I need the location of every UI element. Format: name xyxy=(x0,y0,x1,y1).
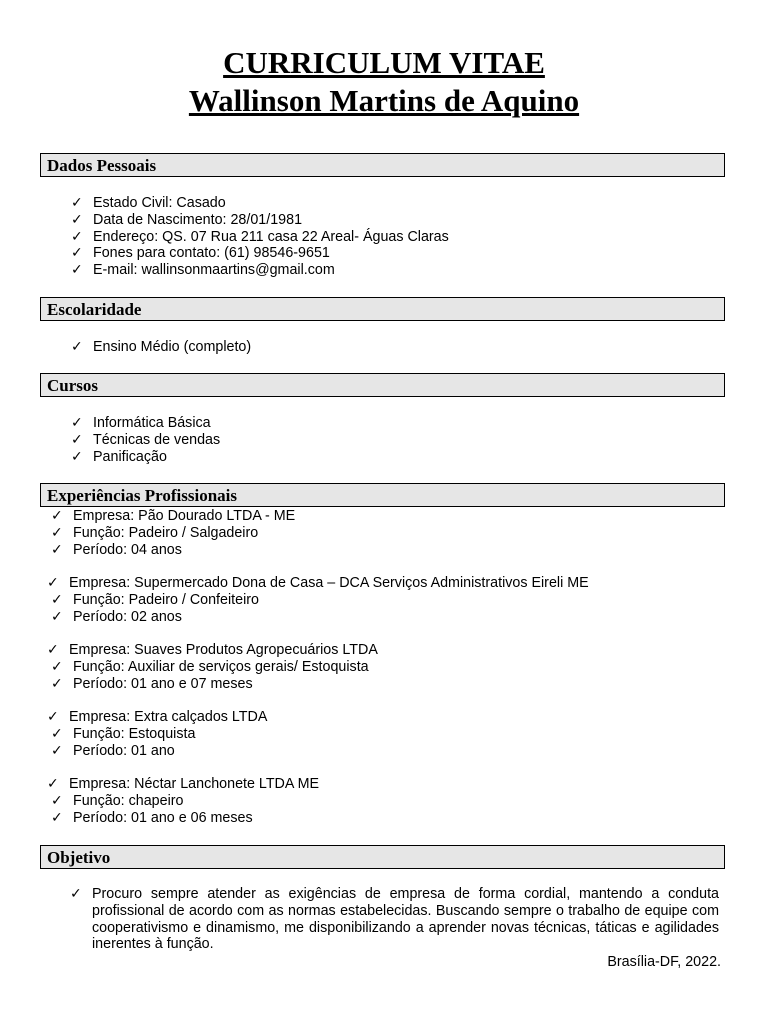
place-and-date: Brasília-DF, 2022. xyxy=(607,954,721,970)
check-icon: ✓ xyxy=(47,709,59,725)
list-item: ✓ Fones para contato: (61) 98546-9651 xyxy=(71,245,330,262)
list-item: ✓ Período: 02 anos xyxy=(51,608,182,625)
list-item: ✓ Período: 01 ano xyxy=(51,742,175,759)
list-item: ✓ Informática Básica xyxy=(71,415,211,431)
check-icon: ✓ xyxy=(51,524,63,541)
check-icon: ✓ xyxy=(71,195,83,211)
list-item: ✓ Data de Nascimento: 28/01/1981 xyxy=(71,211,303,228)
check-icon: ✓ xyxy=(51,675,63,692)
job-entry xyxy=(47,709,268,759)
section-header-dados-pessoais: Dados Pessoais xyxy=(40,153,725,177)
check-icon: ✓ xyxy=(51,742,63,759)
section-header-escolaridade: Escolaridade xyxy=(40,297,725,321)
list-item: ✓ Empresa: Extra calçados LTDA xyxy=(47,709,268,725)
check-icon: ✓ xyxy=(51,591,63,608)
objective-text: Procuro sempre atender as exigências de empresa de forma cordial, mantendo a conduta profissional de acordo com as normas estabelecidas. Buscando sempre o trabalho de equipe com cooperativismo e dinamismo, me disponibilizando a aprender novas técnicas, táticas e agilidades inerentes à função. xyxy=(92,886,719,953)
check-icon: ✓ xyxy=(51,608,63,625)
section-header-experiencias: Experiências Profissionais xyxy=(40,483,725,507)
check-icon: ✓ xyxy=(71,228,83,245)
list-item: ✓ Função: Estoquista xyxy=(51,725,196,742)
check-icon: ✓ xyxy=(71,339,83,355)
objective-paragraph xyxy=(70,886,719,953)
check-icon: ✓ xyxy=(71,245,83,262)
check-icon: ✓ xyxy=(71,211,83,228)
candidate-name: Wallinson Martins de Aquino xyxy=(188,83,580,118)
list-item: ✓ Endereço: QS. 07 Rua 211 casa 22 Areal- Águas Claras xyxy=(71,228,449,245)
list-item: ✓ Empresa: Supermercado Dona de Casa – DCA Serviços Administrativos Eireli ME xyxy=(47,575,589,591)
list-item: ✓ Empresa: Pão Dourado LTDA - ME xyxy=(51,508,296,524)
job-entry xyxy=(47,776,320,826)
list-item: ✓ Estado Civil: Casado xyxy=(71,195,226,211)
list-item: ✓ Período: 01 ano e 06 meses xyxy=(51,809,253,826)
job-entry xyxy=(47,575,589,625)
list-item: ✓ Função: Padeiro / Salgadeiro xyxy=(51,524,259,541)
list-item: ✓ Empresa: Suaves Produtos Agropecuários LTDA xyxy=(47,642,378,658)
check-icon: ✓ xyxy=(51,541,63,558)
check-icon: ✓ xyxy=(71,431,83,448)
list-item: ✓ Período: 01 ano e 07 meses xyxy=(51,675,253,692)
check-icon: ✓ xyxy=(71,262,83,279)
list-item: ✓ Técnicas de vendas xyxy=(71,431,221,448)
check-icon: ✓ xyxy=(51,658,63,675)
list-item: ✓ Empresa: Néctar Lanchonete LTDA ME xyxy=(47,776,320,792)
cursos-list xyxy=(71,415,221,465)
check-icon: ✓ xyxy=(47,575,59,591)
check-icon: ✓ xyxy=(71,448,83,465)
list-item: ✓ Função: Auxiliar de serviços gerais/ Estoquista xyxy=(51,658,369,675)
check-icon: ✓ xyxy=(51,809,63,826)
list-item: ✓ Função: chapeiro xyxy=(51,792,184,809)
list-item: ✓ Função: Padeiro / Confeiteiro xyxy=(51,591,259,608)
dados-pessoais-list xyxy=(71,195,449,279)
section-header-cursos: Cursos xyxy=(40,373,725,397)
check-icon: ✓ xyxy=(70,886,82,902)
list-item: ✓ E-mail: wallinsonmaartins@gmail.com xyxy=(71,262,335,279)
job-entry xyxy=(51,508,296,558)
check-icon: ✓ xyxy=(47,776,59,792)
check-icon: ✓ xyxy=(71,415,83,431)
list-item: ✓ Panificação xyxy=(71,448,167,465)
document-title: CURRICULUM VITAE xyxy=(223,45,545,80)
section-header-objetivo: Objetivo xyxy=(40,845,725,869)
list-item: ✓ Período: 04 anos xyxy=(51,541,182,558)
job-entry xyxy=(47,642,378,692)
escolaridade-list xyxy=(71,339,252,356)
check-icon: ✓ xyxy=(51,508,63,524)
list-item: ✓ Ensino Médio (completo) xyxy=(71,339,252,355)
check-icon: ✓ xyxy=(51,725,63,742)
check-icon: ✓ xyxy=(51,792,63,809)
check-icon: ✓ xyxy=(47,642,59,658)
